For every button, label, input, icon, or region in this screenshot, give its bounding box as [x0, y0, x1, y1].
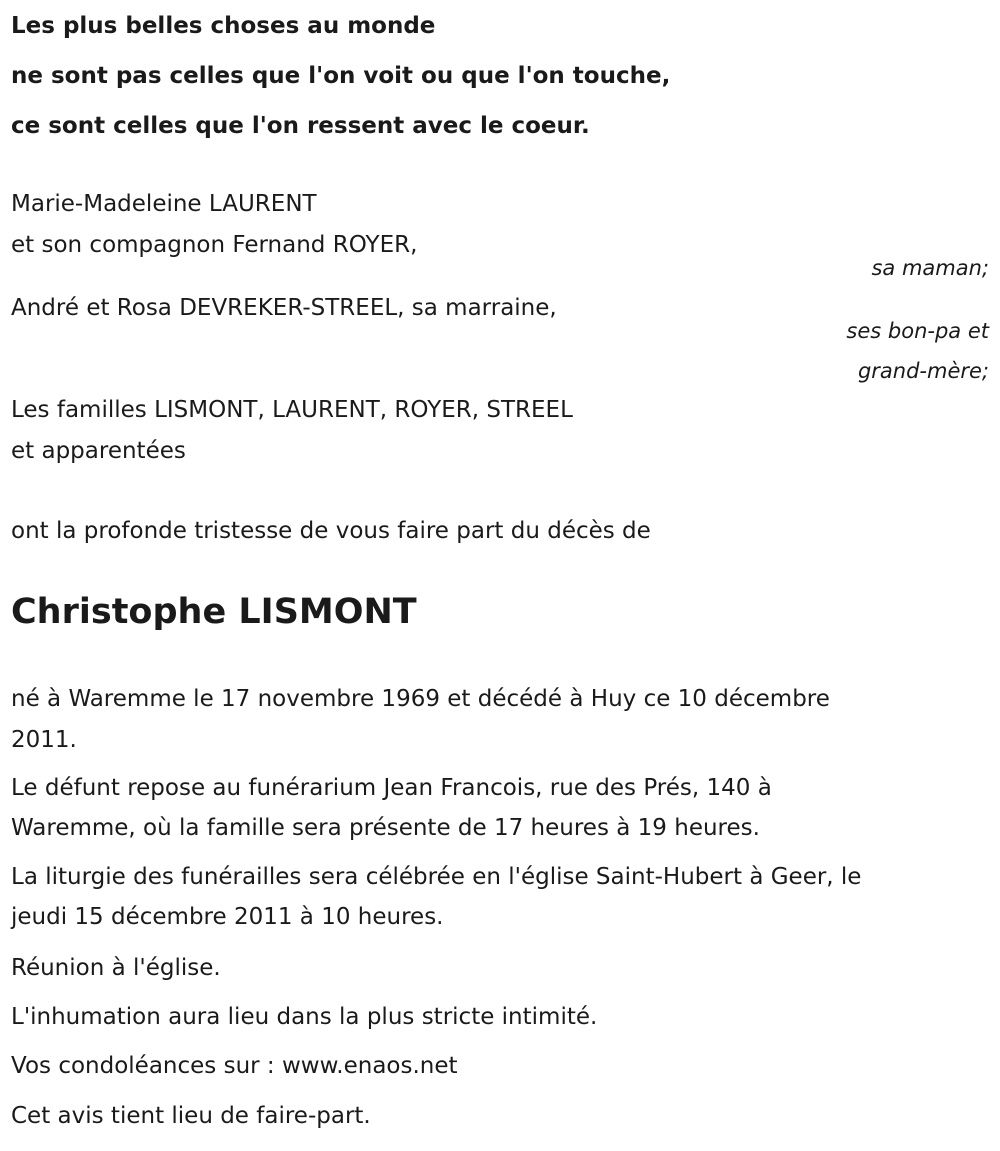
families-line-1: Les familles LISMONT, LAURENT, ROYER, STREEL — [11, 397, 573, 423]
liturgy-line-2: jeudi 15 décembre 2011 à 10 heures. — [11, 904, 444, 930]
notice-text: Cet avis tient lieu de faire-part. — [11, 1103, 371, 1129]
funerarium-line-1: Le défunt repose au funérarium Jean Francois, rue des Prés, 140 à — [11, 775, 772, 801]
quote-line-1: Les plus belles choses au monde — [11, 13, 436, 39]
announcement-text: ont la profonde tristesse de vous faire part du décès de — [11, 518, 651, 544]
grandparents-relation-line-2: grand-mère; — [857, 359, 989, 383]
meeting-text: Réunion à l'église. — [11, 955, 221, 981]
mother-relation: sa maman; — [871, 256, 989, 280]
funerarium-line-2: Waremme, où la famille sera présente de 17 heures à 19 heures. — [11, 815, 760, 841]
condolences-text: Vos condoléances sur : www.enaos.net — [11, 1053, 458, 1079]
liturgy-line-1: La liturgie des funérailles sera célébrée en l'église Saint-Hubert à Geer, le — [11, 864, 862, 890]
deceased-name: Christophe LISMONT — [11, 592, 417, 632]
burial-text: L'inhumation aura lieu dans la plus stricte intimité. — [11, 1004, 598, 1030]
mother-line-2: et son compagnon Fernand ROYER, — [11, 232, 418, 258]
quote-line-3: ce sont celles que l'on ressent avec le coeur. — [11, 113, 590, 139]
grandparents-relation-line-1: ses bon-pa et — [846, 319, 989, 343]
grandparents-line: André et Rosa DEVREKER-STREEL, sa marraine, — [11, 295, 557, 321]
families-line-2: et apparentées — [11, 438, 186, 464]
birth-death-line-2: 2011. — [11, 727, 77, 753]
quote-line-2: ne sont pas celles que l'on voit ou que l'on touche, — [11, 63, 671, 89]
birth-death-line-1: né à Waremme le 17 novembre 1969 et décédé à Huy ce 10 décembre — [11, 686, 830, 712]
mother-line-1: Marie-Madeleine LAURENT — [11, 191, 317, 217]
